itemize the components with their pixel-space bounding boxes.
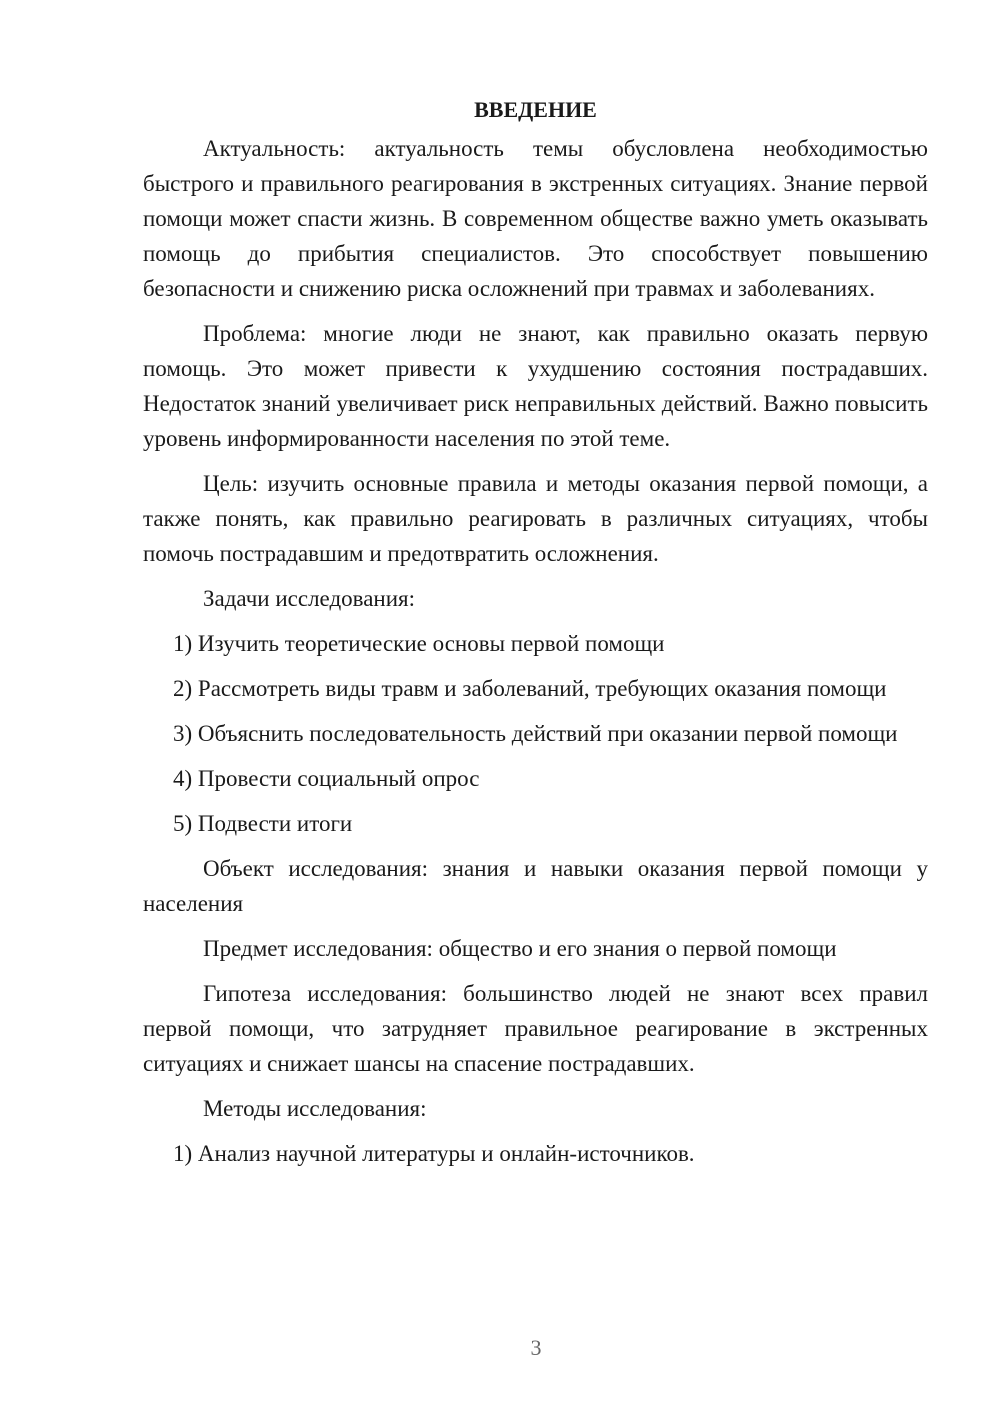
problem-paragraph: Проблема: многие люди не знают, как правильно оказать первую помощь. Это может привести к ухудшению состояния пострадавших. Недостаток знаний увеличивает риск неправильных действий. Важно повысить уровень информированности населения по этой теме. [143, 321, 928, 451]
page-content [143, 92, 928, 1181]
page-number: 3 [530, 1335, 542, 1360]
task-item-4: 4) Провести социальный опрос [173, 766, 480, 791]
task-item-2: 2) Рассмотреть виды травм и заболеваний, требующих оказания помощи [173, 676, 887, 701]
page-title: ВВЕДЕНИЕ [474, 97, 597, 122]
task-item-1: 1) Изучить теоретические основы первой помощи [173, 631, 665, 656]
task-item-3: 3) Объяснить последовательность действий при оказании первой помощи [173, 721, 898, 746]
object-paragraph: Объект исследования: знания и навыки оказания первой помощи у населения [143, 856, 928, 916]
subject-paragraph: Предмет исследования: общество и его знания о первой помощи [203, 936, 837, 961]
relevance-paragraph: Актуальность: актуальность темы обусловлена необходимостью быстрого и правильного реагирования в экстренных ситуациях. Знание первой помощи может спасти жизнь. В современном обществе важно уметь оказывать помощь до прибытия специалистов. Это способствует повышению безопасности и снижению риска осложнений при травмах и заболеваниях. [143, 136, 928, 301]
task-item-5: 5) Подвести итоги [173, 811, 353, 836]
method-item-1: 1) Анализ научной литературы и онлайн-источников. [173, 1141, 695, 1166]
goal-paragraph: Цель: изучить основные правила и методы оказания первой помощи, а также понять, как правильно реагировать в различных ситуациях, чтобы помочь пострадавшим и предотвратить осложнения. [143, 471, 928, 566]
tasks-heading: Задачи исследования: [203, 586, 416, 611]
methods-heading: Методы исследования: [203, 1096, 427, 1121]
hypothesis-paragraph: Гипотеза исследования: большинство людей не знают всех правил первой помощи, что затрудняет правильное реагирование в экстренных ситуациях и снижает шансы на спасение пострадавших. [143, 981, 928, 1076]
